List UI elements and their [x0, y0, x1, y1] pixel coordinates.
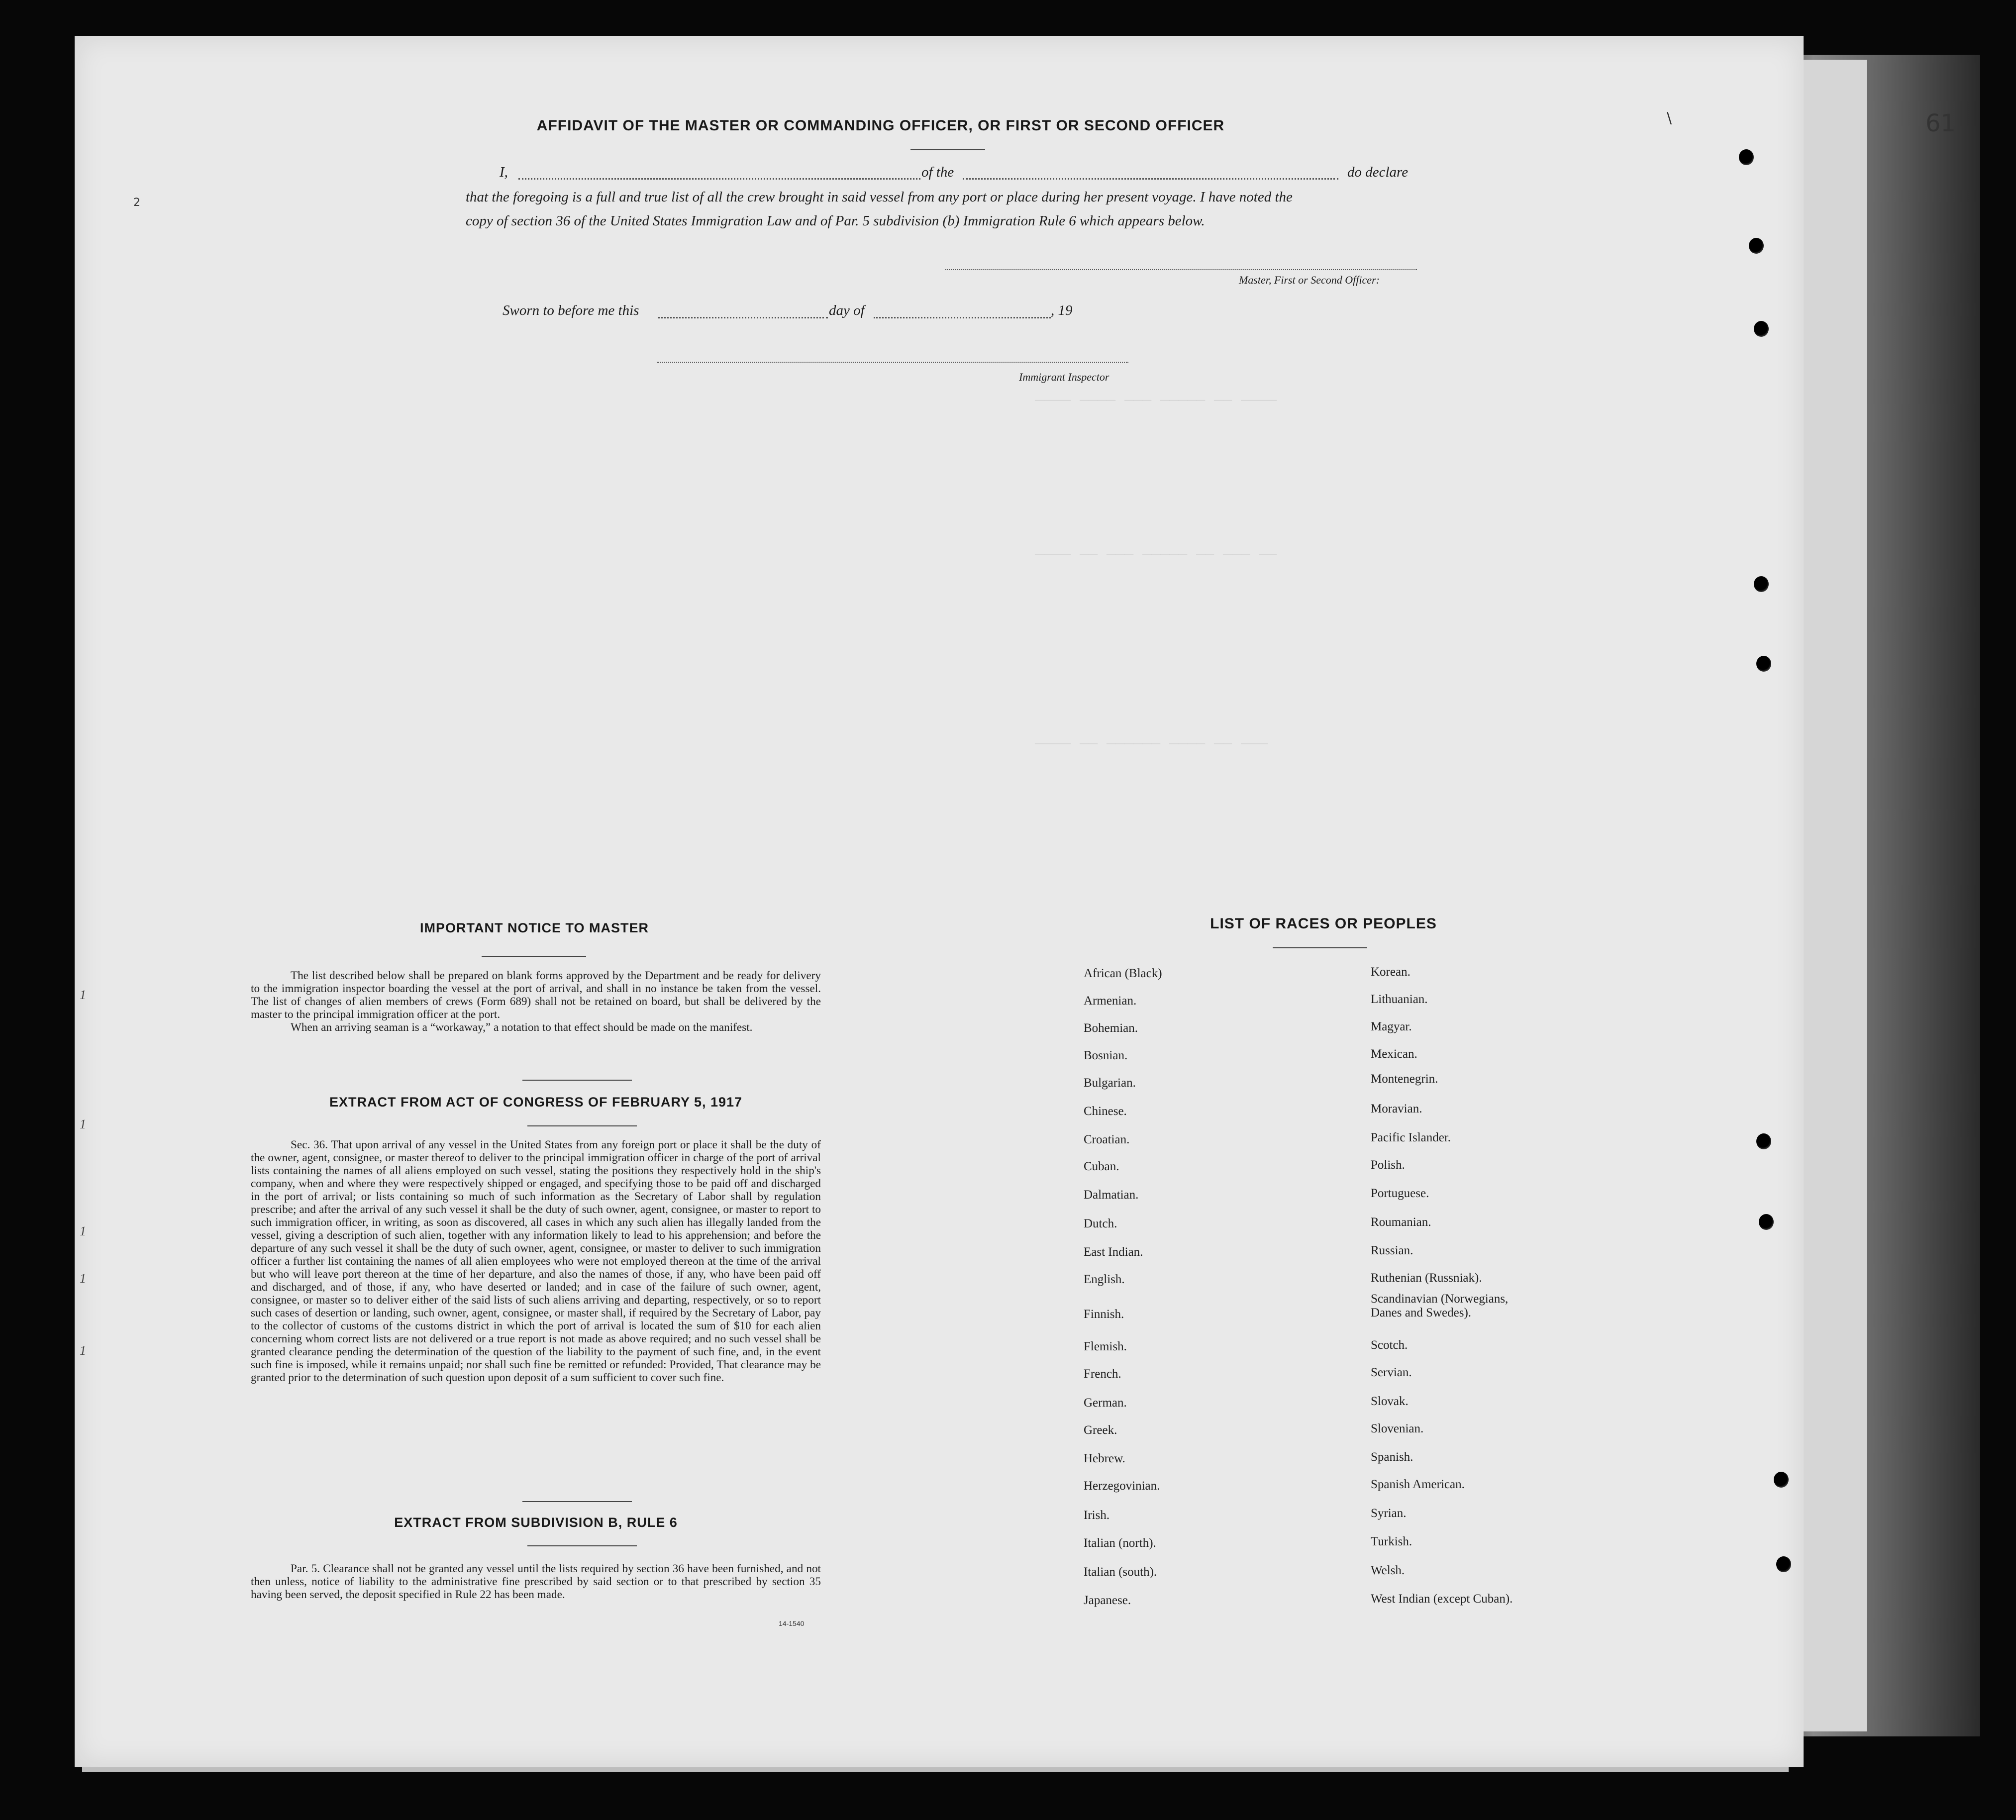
race-item: Russian. — [1371, 1244, 1413, 1257]
affidavit-title: AFFIDAVIT OF THE MASTER OR COMMANDING OFFICER, OR FIRST OR SECOND OFFICER — [536, 117, 1225, 134]
title-underline — [910, 149, 985, 150]
race-item: Scotch. — [1371, 1338, 1408, 1352]
master-signature-label: Master, First or Second Officer: — [1239, 274, 1380, 286]
race-item: Scandinavian (Norwegians, Danes and Swedes). — [1371, 1292, 1509, 1319]
bleed-through: ──── ── ────── ──── ── ─── — [1035, 736, 1268, 753]
races-title: LIST OF RACES OR PEOPLES — [1210, 915, 1437, 932]
race-item: Bulgarian. — [1084, 1076, 1136, 1090]
race-item: Italian (north). — [1084, 1536, 1156, 1550]
race-item: Slovak. — [1371, 1395, 1409, 1408]
race-item: German. — [1084, 1396, 1127, 1410]
race-item: French. — [1084, 1367, 1121, 1381]
race-item: Flemish. — [1084, 1340, 1127, 1353]
name-blank[interactable] — [518, 178, 920, 180]
day-of-label: day of — [829, 303, 865, 318]
affidavit-i-label: I, — [500, 164, 508, 180]
sworn-day-blank[interactable] — [658, 317, 828, 318]
margin-handwriting: 1 — [80, 1343, 86, 1358]
race-item: Croatian. — [1084, 1133, 1130, 1146]
margin-handwriting: 1 — [80, 1271, 86, 1286]
act-body — [251, 1138, 821, 1384]
affidavit-declare-label: do declare — [1347, 164, 1409, 180]
race-item: Lithuanian. — [1371, 993, 1428, 1006]
race-item: East Indian. — [1084, 1245, 1143, 1259]
race-item: Moravian. — [1371, 1102, 1422, 1115]
race-item: Korean. — [1371, 965, 1411, 979]
form-number: 14-1540 — [779, 1619, 805, 1627]
binder-hole — [1739, 149, 1754, 165]
race-item: Bohemian. — [1084, 1021, 1138, 1035]
race-item: Syrian. — [1371, 1507, 1407, 1520]
document-sheet — [75, 36, 1804, 1767]
margin-mark: 2 — [133, 197, 140, 209]
binder-hole — [1776, 1556, 1791, 1572]
race-item: Ruthenian (Russniak). — [1371, 1271, 1482, 1285]
master-signature-line[interactable] — [945, 269, 1417, 270]
race-item: Herzegovinian. — [1084, 1479, 1160, 1493]
race-item: Bosnian. — [1084, 1049, 1128, 1062]
race-item: Portuguese. — [1371, 1187, 1429, 1200]
page-number-handwritten: 61 — [1925, 109, 1956, 137]
margin-handwriting: 1 — [80, 1117, 86, 1131]
rule6-body — [251, 1562, 821, 1601]
binder-hole — [1754, 576, 1769, 592]
inspector-label: Immigrant Inspector — [1019, 371, 1109, 383]
sworn-month-blank[interactable] — [874, 317, 1051, 318]
race-item: Italian (south). — [1084, 1565, 1157, 1579]
race-item: Turkish. — [1371, 1535, 1412, 1548]
notice-title: IMPORTANT NOTICE TO MASTER — [420, 920, 649, 935]
race-item: Cuban. — [1084, 1160, 1119, 1173]
act-divider — [522, 1080, 632, 1081]
race-item: Servian. — [1371, 1366, 1412, 1379]
act-section-36: Sec. 36. That upon arrival of any vessel in the United States from any foreign port or place it shall be the duty of the owner, agent, consignee, or master thereof to deliver to the principal immigration officer in charge of the port of arrival lists containing the names of all aliens employed on such vessel, stating the positions they respectively hold in the ship's company, when and where they were respectively shipped or engaged, and specifying those to be paid off and discharged in the port of arrival; or lists containing so much of such information as the Secretary of Labor shall by regulation prescribe; and after the arrival of any such vessel it shall be the duty of such owner, agent, consignee, or master to report to such immigration officer, in writing, as soon as discovered, all cases in which any such alien has illegally landed from the vessel, giving a description of such alien, together with any information likely to lead to his apprehension; and before the departure of any such vessel it shall be the duty of such owner, agent, consignee, or master to deliver to such immigration officer a further list containing the names of all alien employees who were not employed thereon at the time of the arrival but who will leave port thereon at the time of her departure, and also the names of those, if any, who have been paid off and discharged, and of those, if any, who have deserted or landed; and in case of the failure of such owner, agent, consignee, or master so to deliver either of the said lists of such aliens arriving and departing, respectively, or so to report such cases of desertion or landing, such owner, agent, consignee, or master shall, if required by the Secretary of Labor, pay to the collector of customs of the customs district in which the port of arrival is located the sum of $10 for each alien concerning whom correct lists are not delivered or a true report is not made as above required; and no such vessel shall be granted clearance pending the determination of the question of the liability to the payment of such fine, and, in the event such fine is imposed, while it remains unpaid; nor shall such fine be remitted or refunded: Provided, That clearance may be granted prior to the determination of such question upon deposit of a sum sufficient to cover such fine. — [251, 1138, 821, 1384]
affidavit-of-the-label: of the — [921, 164, 954, 180]
binder-hole — [1756, 1133, 1771, 1149]
sworn-label: Sworn to before me this — [503, 303, 639, 318]
race-item: Spanish. — [1371, 1450, 1413, 1464]
race-item: Finnish. — [1084, 1308, 1124, 1321]
race-item: Hebrew. — [1084, 1452, 1125, 1465]
bleed-through: ──── ── ─── ───── ── ─── ── — [1035, 547, 1277, 564]
act-title: EXTRACT FROM ACT OF CONGRESS OF FEBRUARY 5, 1917 — [329, 1095, 743, 1110]
affidavit-line2: that the foregoing is a full and true list of all the crew brought in said vessel from any port or place during her present voyage. I have noted the — [466, 189, 1293, 205]
race-item: Armenian. — [1084, 994, 1137, 1008]
race-item: African (Black) — [1084, 967, 1162, 980]
race-item: Greek. — [1084, 1423, 1117, 1437]
rule6-title-underline — [527, 1545, 637, 1546]
binder-hole — [1774, 1472, 1789, 1488]
year-label: , 19 — [1051, 303, 1073, 318]
race-item: Slovenian. — [1371, 1422, 1424, 1435]
notice-paragraph-1: The list described below shall be prepared on blank forms approved by the Department and be ready for delivery to the immigration inspector boarding the vessel at the port of arrival, and shall in no instance be taken from the vessel. The list of changes of alien members of crews (Form 689) shall not be retained on board, but shall be delivered by the master to the principal immigration officer at the port. — [251, 969, 821, 1021]
bleed-through: ──── ──── ─── ───── ── ──── — [1035, 393, 1277, 410]
margin-handwriting: 1 — [80, 1224, 86, 1238]
race-item: Spanish American. — [1371, 1478, 1465, 1491]
race-item: Welsh. — [1371, 1564, 1405, 1577]
race-item: Mexican. — [1371, 1047, 1417, 1061]
affidavit-line3: copy of section 36 of the United States Immigration Law and of Par. 5 subdivision (b) Immigration Rule 6 which appears below. — [466, 213, 1205, 229]
binder-hole — [1759, 1214, 1774, 1230]
rule6-title: EXTRACT FROM SUBDIVISION B, RULE 6 — [394, 1515, 678, 1530]
notice-divider — [482, 956, 586, 957]
race-item: Magyar. — [1371, 1020, 1412, 1033]
underlying-page-edge — [1801, 60, 1867, 1731]
race-item: Polish. — [1371, 1158, 1405, 1172]
rule6-paragraph: Par. 5. Clearance shall not be granted any vessel until the lists required by section 36 have been furnished, and not then unless, notice of liability to the administrative fine prescribed by said section or to that prescribed by section 35 having been served, the deposit specified in Rule 22 has been made. — [251, 1562, 821, 1601]
race-item: Pacific Islander. — [1371, 1131, 1451, 1144]
binder-hole — [1749, 238, 1764, 254]
race-item: Japanese. — [1084, 1594, 1131, 1607]
race-item: Dutch. — [1084, 1217, 1117, 1230]
race-item: Roumanian. — [1371, 1215, 1431, 1229]
race-item: West Indian (except Cuban). — [1371, 1592, 1513, 1606]
inspector-signature-line[interactable] — [657, 362, 1128, 363]
vessel-blank[interactable] — [963, 178, 1338, 180]
margin-handwriting: 1 — [80, 988, 86, 1002]
rule6-divider — [522, 1501, 632, 1502]
act-title-underline — [527, 1125, 637, 1126]
notice-body — [251, 969, 821, 1034]
races-title-underline — [1273, 947, 1367, 948]
notice-paragraph-2: When an arriving seaman is a “workaway,” a notation to that effect should be made on the manifest. — [291, 1021, 753, 1034]
race-item: Montenegrin. — [1371, 1072, 1438, 1086]
tick-mark: \ — [1667, 109, 1672, 127]
race-item: Dalmatian. — [1084, 1188, 1139, 1202]
race-item: English. — [1084, 1273, 1125, 1286]
race-item: Irish. — [1084, 1509, 1110, 1522]
race-item: Chinese. — [1084, 1105, 1127, 1118]
binder-hole — [1754, 321, 1769, 337]
binder-hole — [1756, 656, 1771, 672]
